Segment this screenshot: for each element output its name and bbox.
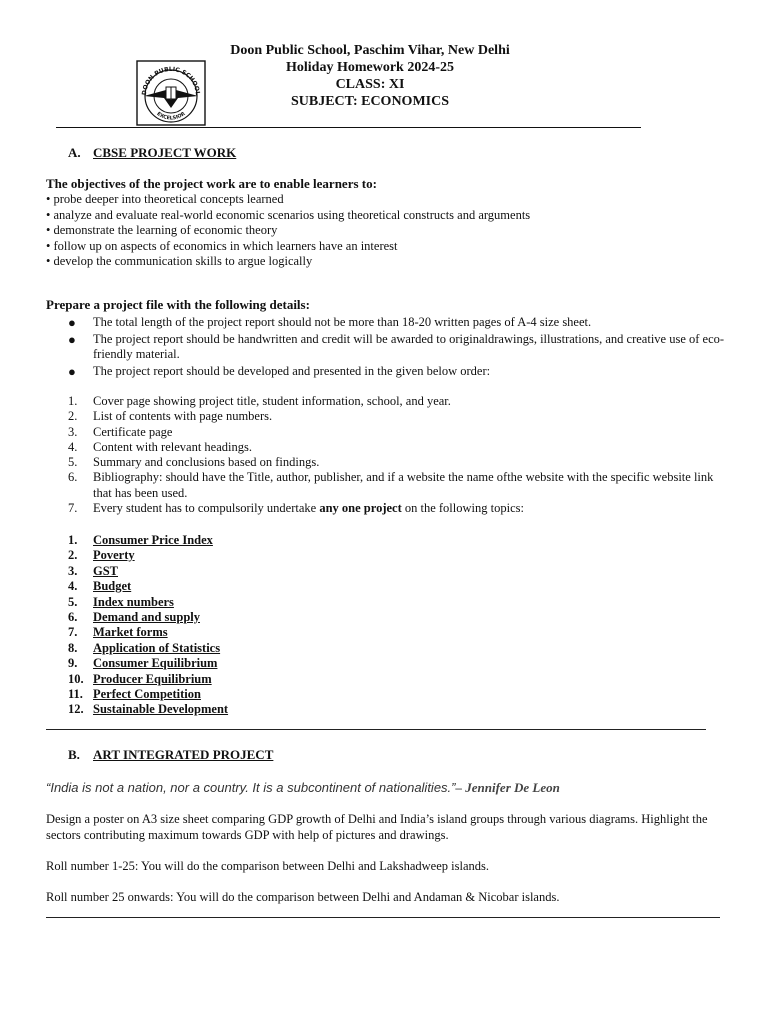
quote bbox=[46, 780, 560, 796]
topic-item: 4. Budget bbox=[68, 579, 132, 594]
section-divider bbox=[46, 729, 706, 730]
objective-item: • analyze and evaluate real-world economic scenarios using theoretical constructs and arguments bbox=[46, 207, 531, 222]
topic-item: 12. Sustainable Development bbox=[68, 702, 229, 717]
design-instructions: Design a poster on A3 size sheet comparing GDP growth of Delhi and India’s island groups through various diagrams. Highlight the sectors contributing maximum towards GDP with help of pictures and drawings. bbox=[46, 812, 708, 842]
objective-item: • demonstrate the learning of economic theory bbox=[46, 223, 278, 237]
project-guidelines bbox=[68, 315, 728, 381]
roll-instruction-1: Roll number 1-25: You will do the comparison between Delhi and Lakshadweep islands. bbox=[46, 859, 489, 873]
section-b-letter: B. bbox=[68, 747, 80, 762]
header-divider bbox=[56, 127, 641, 128]
roll-instruction-2: Roll number 25 onwards: You will do the comparison between Delhi and Andaman & Nicobar islands. bbox=[46, 890, 560, 904]
document-header bbox=[180, 42, 560, 110]
section-a-title: CBSE PROJECT WORK bbox=[93, 145, 237, 160]
list-item: 2. List of contents with page numbers. bbox=[68, 409, 273, 424]
topic-item: 5. Index numbers bbox=[68, 594, 174, 609]
list-item: ● The total length of the project report should not be more than 18-20 written pages of A-4 size sheet. bbox=[68, 315, 592, 330]
list-item: ● The project report should be developed and presented in the given below order: bbox=[68, 364, 491, 379]
logo-top-text: DOON PUBLIC SCHOOL bbox=[140, 65, 202, 96]
objectives-heading: The objectives of the project work are to enable learners to: bbox=[46, 176, 377, 191]
quote-author: – Jennifer De Leon bbox=[455, 780, 560, 795]
bottom-divider bbox=[46, 917, 720, 918]
topic-item: 6. Demand and supply bbox=[68, 610, 200, 625]
objective-item: • probe deeper into theoretical concepts learned bbox=[46, 192, 284, 206]
section-a-letter: A. bbox=[68, 145, 81, 160]
section-b-title: ART INTEGRATED PROJECT bbox=[93, 747, 274, 762]
topic-item: 7. Market forms bbox=[68, 625, 168, 640]
logo-bottom-text: EXCELSIOR bbox=[155, 110, 187, 122]
class-label: CLASS: XI bbox=[335, 77, 405, 92]
topic-item: 9. Consumer Equilibrium bbox=[68, 656, 218, 671]
project-topics-list bbox=[68, 533, 228, 718]
section-a-heading bbox=[68, 145, 236, 161]
list-item: 7. Every student has to compulsorily undertake any one project on the following topics: bbox=[68, 501, 524, 516]
bullet-icon: ● bbox=[68, 315, 76, 330]
school-name: Doon Public School, Paschim Vihar, New Delhi bbox=[230, 43, 510, 58]
objective-item: • follow up on aspects of economics in which learners have an interest bbox=[46, 238, 398, 253]
subject-label: SUBJECT: ECONOMICS bbox=[290, 94, 450, 109]
list-item: 4. Content with relevant headings. bbox=[68, 439, 252, 454]
topic-item: 11. Perfect Competition bbox=[68, 687, 201, 702]
list-item: 5. Summary and conclusions based on findings. bbox=[68, 455, 320, 470]
section-b-heading bbox=[68, 747, 273, 763]
quote-text: “India is not a nation, nor a country. It is a subcontinent of nationalities.” bbox=[46, 780, 456, 795]
bullet-icon: ● bbox=[68, 332, 76, 347]
topic-item: 1. Consumer Price Index bbox=[68, 533, 213, 547]
bullet-icon: ● bbox=[68, 364, 76, 379]
homework-title: Holiday Homework 2024-25 bbox=[286, 60, 454, 75]
topic-item: 2. Poverty bbox=[68, 548, 135, 563]
report-order-list bbox=[68, 394, 728, 516]
list-item: 6. Bibliography: should have the Title, author, publisher, and if a website the name ofthe website with the specific website link that has been used. bbox=[68, 470, 714, 500]
list-item: 1. Cover page showing project title, student information, school, and year. bbox=[68, 394, 451, 408]
prepare-heading: Prepare a project file with the following details: bbox=[46, 297, 310, 312]
topic-item: 8. Application of Statistics bbox=[68, 640, 221, 655]
list-item: 3. Certificate page bbox=[68, 424, 173, 439]
topic-item: 10. Producer Equilibrium bbox=[68, 671, 212, 686]
list-item: ● The project report should be handwritten and credit will be awarded to originaldrawings, illustrations, and creative use of eco-friendly material. bbox=[68, 332, 725, 361]
topic-item: 3. GST bbox=[68, 563, 119, 578]
objectives-list bbox=[46, 192, 530, 270]
objective-item: • develop the communication skills to argue logically bbox=[46, 254, 313, 268]
